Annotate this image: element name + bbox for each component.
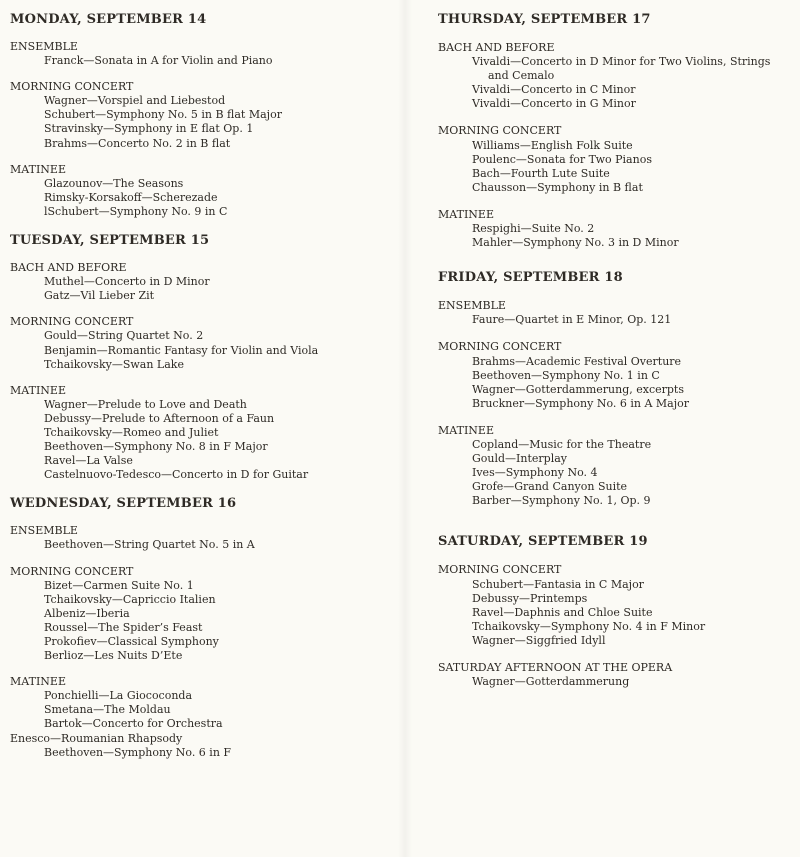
program-title: MATINEE [10,675,66,689]
program-thursday-morning-concert [438,124,793,194]
program-title: MATINEE [438,423,494,437]
program-title: MATINEE [10,383,66,397]
program-wednesday-ensemble [10,524,395,552]
program-item: Ives—Symphony No. 4 [472,466,598,480]
program-item: Mahler—Symphony No. 3 in D Minor [472,236,679,250]
program-saturday-morning-concert [438,563,793,648]
program-item: Debussy—Prelude to Afternoon of a Faun [44,411,275,425]
program-wednesday-matinee [10,675,395,760]
program-item: Ravel—La Valse [44,454,133,468]
program-thursday-matinee [438,208,793,250]
program-item: Bartok—Concerto for Orchestra [44,717,223,731]
program-item: Beethoven—Symphony No. 6 in F [44,745,232,759]
program-wednesday-morning-concert [10,565,395,664]
program-item: Copland—Music for the Theatre [472,437,652,451]
program-item: Benjamin—Romantic Fantasy for Violin and Viola [44,343,319,357]
right-column [438,10,793,702]
program-item: Tchaikovsky—Swan Lake [44,357,184,371]
day-heading-monday: MONDAY, SEPTEMBER 14 [10,12,207,27]
page-fold [398,0,412,857]
program-item: Prokofiev—Classical Symphony [44,635,219,648]
program-item: Beethoven—Symphony No. 8 in F Major [44,440,268,454]
program-item: Poulenc—Sonata for Two Pianos [472,152,652,166]
program-title: ENSEMBLE [10,524,78,538]
program-item: Wagner—Gotterdammerung, excerpts [472,382,685,396]
program-title: BACH AND BEFORE [438,41,555,54]
program-item: Enesco—Roumanian Rhapsody [10,731,183,745]
program-tuesday-matinee [10,384,395,483]
program-item: Schubert—Fantasia in C Major [472,577,644,591]
program-item: Ponchielli—La Giococonda [44,689,193,703]
program-item: Vivaldi—Concerto in C Minor [472,83,636,97]
program-title: ENSEMBLE [10,40,78,53]
day-heading-thursday: THURSDAY, SEPTEMBER 17 [438,12,651,27]
program-item: Wagner—Vorspiel and Liebestod [44,94,226,108]
program-item: Berlioz—Les Nuits D’Ete [44,649,183,663]
program-item: Beethoven—Symphony No. 1 in C [472,368,660,382]
program-title: MORNING CONCERT [10,315,134,329]
program-title: MORNING CONCERT [438,340,562,354]
program-item: Bizet—Carmen Suite No. 1 [44,578,194,592]
program-item: Rimsky-Korsakoff—Scherezade [44,190,218,204]
program-title: MORNING CONCERT [10,80,134,94]
program-item: Stravinsky—Symphony in E flat Op. 1 [44,122,254,136]
program-item: Vivaldi—Concerto in G Minor [472,97,636,111]
program-item: Wagner—Prelude to Love and Death [44,397,247,411]
program-item: Muthel—Concerto in D Minor [44,275,210,289]
program-item: Bruckner—Symphony No. 6 in A Major [472,396,690,410]
program-item: Respighi—Suite No. 2 [472,222,595,236]
program-friday-matinee [438,424,793,509]
program-item: Barber—Symphony No. 1, Op. 9 [472,494,651,508]
program-item: Grofe—Grand Canyon Suite [472,480,628,494]
program-friday-morning-concert [438,340,793,410]
program-item: Bach—Fourth Lute Suite [472,166,610,180]
program-item: Tchaikovsky—Romeo and Juliet [44,425,219,439]
program-title: SATURDAY AFTERNOON AT THE OPERA [438,661,673,674]
program-item: Roussel—The Spider’s Feast [44,620,203,634]
program-monday-morning-concert [10,80,395,150]
program-title: BACH AND BEFORE [10,261,127,275]
program-item: Vivaldi—Concerto in D Minor for Two Violins, Strings and Cemalo [472,55,771,83]
program-title: MATINEE [438,207,494,221]
program-item: Williams—English Folk Suite [472,138,633,152]
program-tuesday-bach-and-before [10,261,395,303]
program-item: Franck—Sonata in A for Violin and Piano [44,54,273,68]
program-item: Wagner—Gotterdammerung [472,675,630,689]
program-monday-ensemble [10,40,395,68]
day-heading-saturday: SATURDAY, SEPTEMBER 19 [438,534,648,550]
program-title: MORNING CONCERT [438,563,562,577]
program-item: Albeniz—Iberia [44,606,130,620]
program-title: ENSEMBLE [438,299,506,313]
program-tuesday-morning-concert [10,315,395,371]
program-title: MORNING CONCERT [10,564,134,578]
program-item: Brahms—Concerto No. 2 in B flat [44,136,231,150]
program-item: Schubert—Symphony No. 5 in B flat Major [44,108,282,122]
program-item: Brahms—Academic Festival Overture [472,354,682,368]
left-column [10,10,395,772]
program-item: Tchaikovsky—Symphony No. 4 in F Minor [472,619,706,633]
program-item: lSchubert—Symphony No. 9 in C [44,204,228,218]
program-title: MORNING CONCERT [438,124,562,138]
program-item: Ravel—Daphnis and Chloe Suite [472,605,653,619]
program-item: Debussy—Printemps [472,591,588,605]
program-title: MATINEE [10,162,66,176]
program-item: Tchaikovsky—Capriccio Italien [44,592,216,606]
program-item: Gould—Interplay [472,452,568,466]
program-thursday-bach-and-before [438,41,793,111]
day-heading-tuesday: TUESDAY, SEPTEMBER 15 [10,233,210,249]
program-item: Faure—Quartet in E Minor, Op. 121 [472,313,672,327]
program-item: Glazounov—The Seasons [44,176,184,190]
program-item: Chausson—Symphony in B flat [472,180,643,194]
program-item: Smetana—The Moldau [44,703,171,717]
program-item: Gould—String Quartet No. 2 [44,329,204,343]
program-item: Castelnuovo-Tedesco—Concerto in D for Guitar [44,468,309,482]
day-heading-friday: FRIDAY, SEPTEMBER 18 [438,270,623,286]
program-saturday-afternoon-opera [438,661,793,689]
program-item: Gatz—Vil Lieber Zit [44,289,155,303]
program-friday-ensemble [438,299,793,327]
program-item: Wagner—Siggfried Idyll [472,633,606,647]
program-monday-matinee [10,163,395,219]
program-item: Beethoven—String Quartet No. 5 in A [44,538,255,552]
day-heading-wednesday: WEDNESDAY, SEPTEMBER 16 [10,496,237,512]
